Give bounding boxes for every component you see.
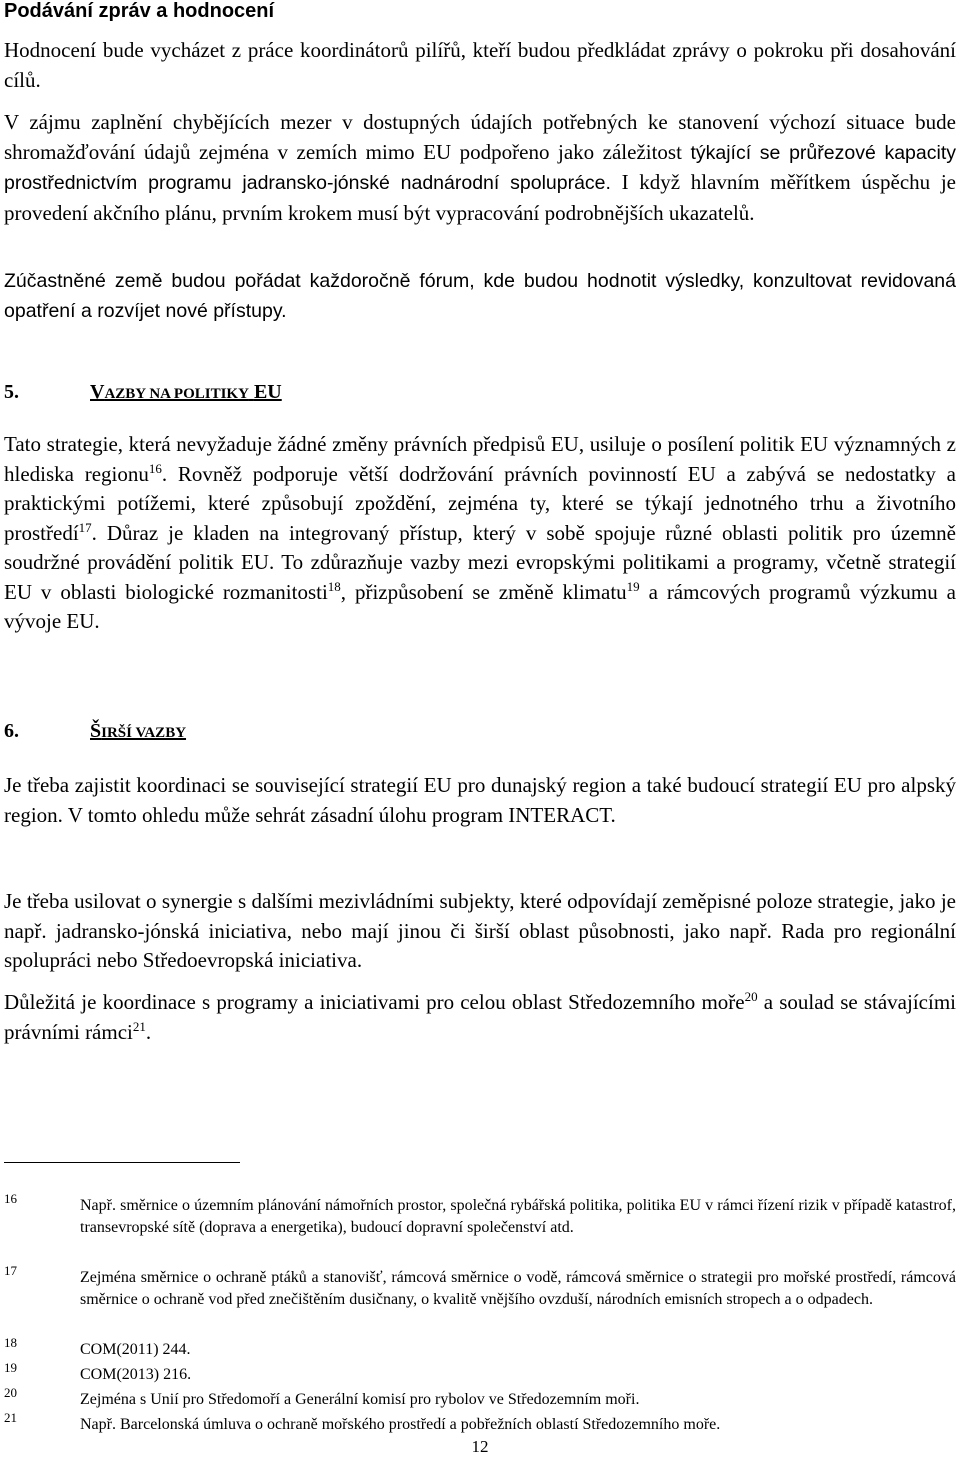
footnote-text: Zejména směrnice o ochraně ptáků a stanovišť, rámcová směrnice o vodě, rámcová směrnice o strategii pro mořské prostředí, rámcová směrnice o ochraně vod před znečištěním dusičnany, o kvalitě vnějšího ovzduší, národních emisních stropech a o odpadech. — [80, 1269, 956, 1308]
footnote-17 — [4, 1263, 956, 1310]
section-5-heading — [4, 381, 956, 404]
section-6-paragraph-2: Je třeba usilovat o synergie s dalšími mezivládními subjekty, které odpovídají zeměpisné poloze strategie, jako je např. jadransko-jónská iniciativa, nebo mají jinou či širší oblast působnosti, jako např. Rada pro regionální spolupráci nebo Středoevropská iniciativa. — [4, 889, 956, 972]
footnote-separator — [4, 1162, 240, 1163]
footnote-ref-18: 18 — [327, 578, 341, 594]
section-6-heading — [4, 720, 956, 743]
section-title-reporting: Podávání zpráv a hodnocení — [4, 0, 275, 22]
footnote-21 — [4, 1410, 956, 1436]
footnote-number: 18 — [4, 1335, 17, 1350]
footnote-18 — [4, 1335, 956, 1361]
footnote-16 — [4, 1191, 956, 1238]
section-5-number: 5. — [4, 381, 19, 403]
footnote-number: 19 — [4, 1360, 17, 1375]
reporting-paragraph-2-serif: V zájmu zaplnění chybějících mezer v dostupných údajích potřebných ke stanovení výchozí situace bude shromažďování údajů zejména v zemích mimo EU podpořeno jako záležitost — [4, 110, 956, 164]
page-number: 12 — [471, 1437, 489, 1456]
footnote-ref-17: 17 — [78, 519, 92, 535]
section-5-paragraph: Tato strategie, která nevyžaduje žádné změny právních předpisů EU, usiluje o posílení politik EU významných z hlediska regionu$^{16}$. Rovněž podporuje větší dodržování právních povinností EU a zabývá se nedostatky a praktickými potížemi, které způsobují zpoždění, zejména ty, které se týkají jednotného trhu a životního prostředí$^{17}$. Důraz je kladen na integrovaný přístup, který v sobě spojuje různé oblasti politik pro územně soudržné provádění politik EU. To zdůrazňuje vazby mezi evropskými politikami a programy, včetně strategií EU v oblasti biologické rozmanitosti$^{18}$, přizpůsobení se změně klimatu$^{19}$ a rámcových programů výzkumu a vývoje EU. — [4, 432, 956, 633]
footnote-text: COM(2011) 244. — [80, 1341, 191, 1358]
section-6-title: ŠIRŠÍ VAZBY — [90, 720, 187, 742]
footnote-ref-21: 21 — [132, 1018, 146, 1034]
section-6-paragraph-3: Důležitá je koordinace s programy a iniciativami pro celou oblast Středozemního moře$^{20}$ a soulad se stávajícími právními rámci$^{21}$. — [4, 989, 956, 1044]
footnote-ref-16: 16 — [148, 460, 162, 476]
reporting-paragraph-2-end: I když hlavním měřítkem úspěchu je provedení akčního plánu, prvním krokem musí být vypracování podrobnějších ukazatelů. — [4, 170, 956, 225]
footnote-number: 20 — [4, 1385, 17, 1400]
footnote-text: Např. směrnice o územním plánování námořních prostor, společná rybářská politika, politika EU v rámci řízení rizik v případě katastrof, transevropské sítě (doprava a energetika), budoucí dopravní společenství atd. — [80, 1197, 956, 1236]
footnote-number: 16 — [4, 1191, 17, 1206]
footnote-number: 21 — [4, 1410, 17, 1425]
reporting-paragraph-3: Zúčastněné země budou pořádat každoročně fórum, kde budou hodnotit výsledky, konzultovat revidovaná opatření a rozvíjet nové přístupy. — [4, 270, 956, 322]
reporting-paragraph-2 — [4, 108, 956, 228]
reporting-paragraph-2-sans: týkající se průřezové kapacity prostřednictvím programu jadransko-jónské nadnárodní spolupráce. — [4, 141, 957, 194]
footnote-ref-19: 19 — [626, 578, 640, 594]
reporting-paragraph-1: Hodnocení bude vycházet z práce koordinátorů pilířů, kteří budou předkládat zprávy o pokroku při dosahování cílů. — [4, 38, 956, 92]
section-5-title: VAZBY NA POLITIKY EU — [90, 381, 282, 403]
footnote-text: Např. Barcelonská úmluva o ochraně mořského prostředí a pobřežních oblastí Středozemního moře. — [80, 1416, 721, 1433]
section-6-paragraph-1: Je třeba zajistit koordinaci se související strategií EU pro dunajský region a také budoucí strategií EU pro alpský region. V tomto ohledu může sehrát zásadní úlohu program INTERACT. — [4, 773, 956, 827]
footnote-text: Zejména s Unií pro Středomoří a Generální komisí pro rybolov ve Středozemním moři. — [80, 1391, 640, 1408]
footnote-ref-20: 20 — [744, 989, 758, 1004]
footnote-20 — [4, 1385, 956, 1411]
section-6-number: 6. — [4, 720, 19, 742]
footnote-19 — [4, 1360, 956, 1386]
footnote-number: 17 — [4, 1263, 17, 1278]
footnote-text: COM(2013) 216. — [80, 1366, 192, 1383]
